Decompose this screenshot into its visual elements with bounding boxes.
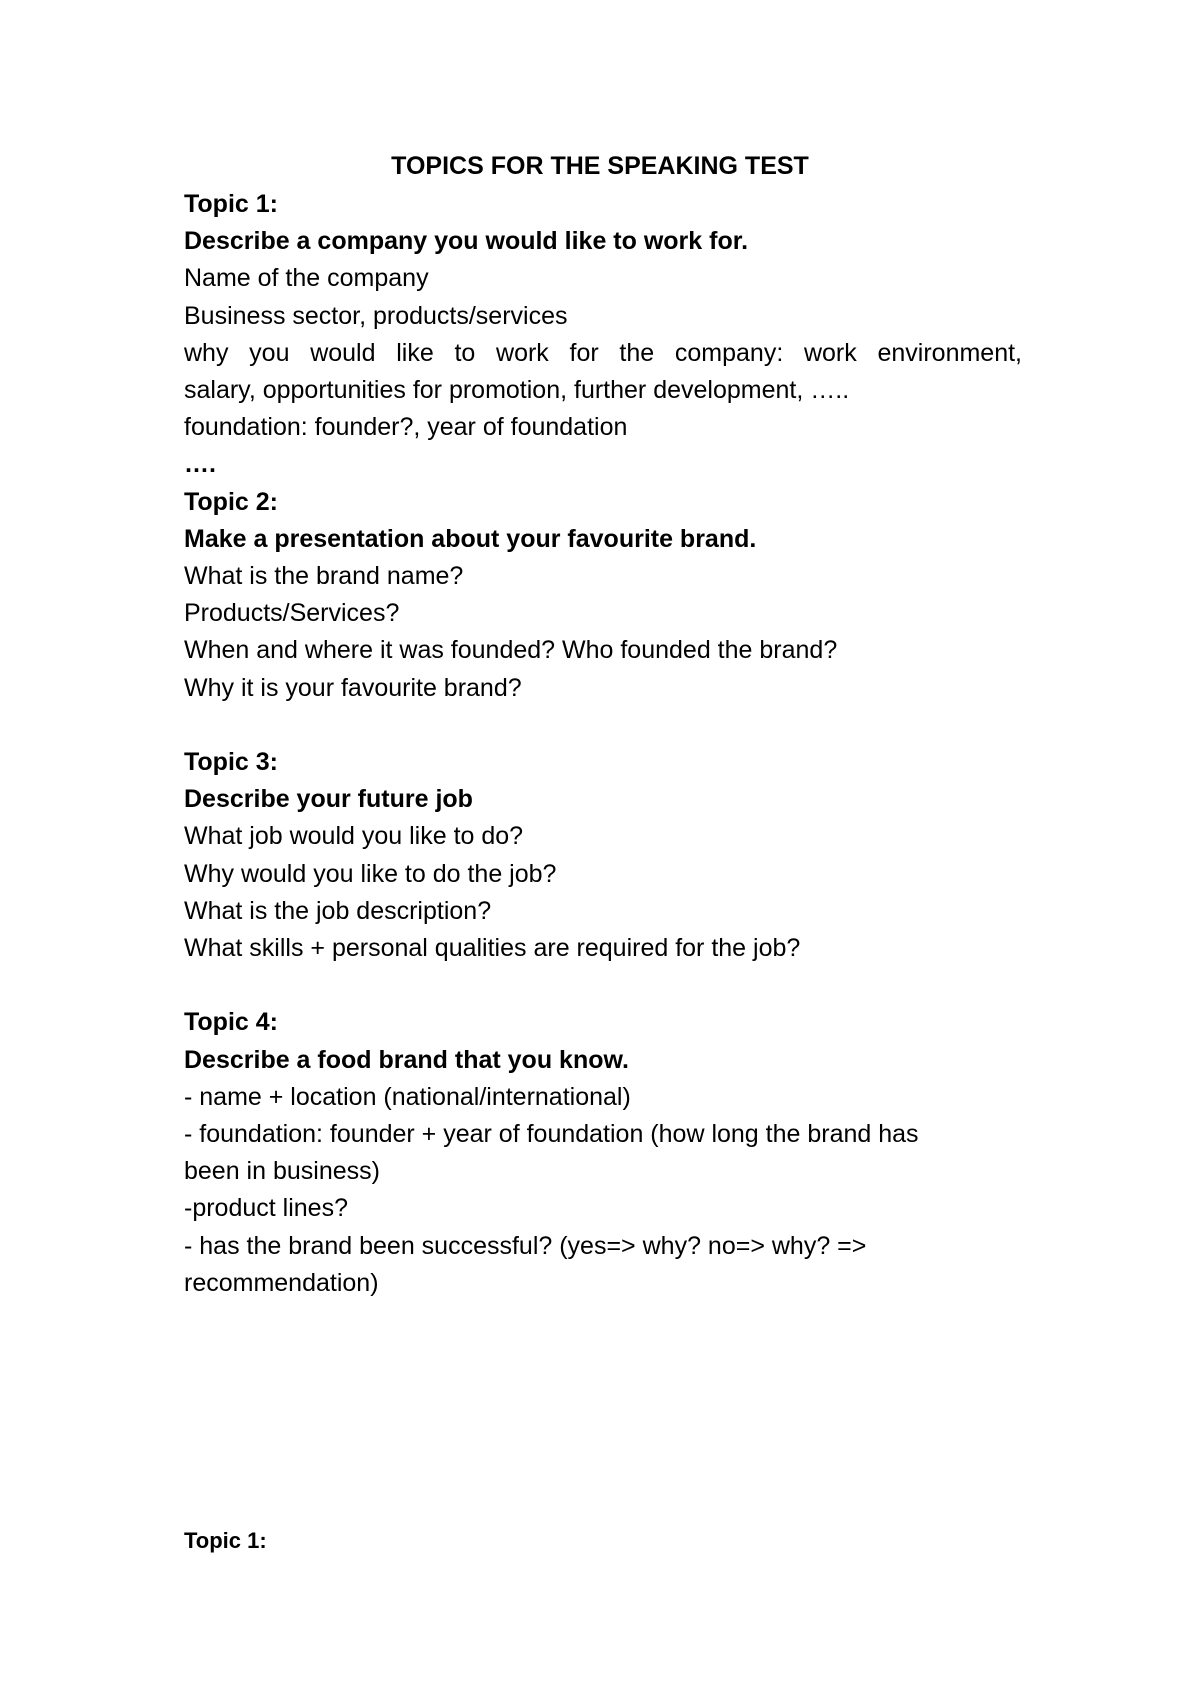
document-title: TOPICS FOR THE SPEAKING TEST: [391, 152, 809, 180]
topic-line: Name of the company: [184, 264, 429, 293]
topic-heading: Describe your future job: [184, 785, 473, 814]
document-body: [184, 186, 1022, 1302]
topic-line: Business sector, products/services: [184, 301, 568, 330]
topic-line: been in business): [184, 1157, 380, 1186]
topic-line: - foundation: founder + year of foundation (how long the brand has: [184, 1120, 919, 1149]
topic-line: When and where it was founded? Who founded the brand?: [184, 636, 838, 665]
topic-heading: Make a presentation about your favourite brand.: [184, 524, 757, 553]
topic-heading: Describe a food brand that you know.: [184, 1045, 629, 1074]
topic-line: why you would like to work for the company: work environment,: [184, 338, 1022, 367]
topic-line: - name + location (national/international): [184, 1082, 631, 1111]
topic-line: -product lines?: [184, 1194, 348, 1223]
topic-2: [184, 484, 1022, 707]
topic-line: ….: [184, 450, 216, 479]
topic-line: recommendation): [184, 1268, 379, 1297]
topic-1: [184, 186, 1022, 484]
topic-line: foundation: founder?, year of foundation: [184, 413, 628, 442]
topic-label: Topic 2:: [184, 487, 278, 516]
topic-line: What is the brand name?: [184, 562, 464, 591]
topic-label: Topic 3:: [184, 748, 278, 777]
topic-4: [184, 1004, 1022, 1302]
topic-line: What job would you like to do?: [184, 822, 524, 851]
topic-line: Why would you like to do the job?: [184, 859, 557, 888]
topic-line: Why it is your favourite brand?: [184, 673, 522, 702]
topic-line: salary, opportunities for promotion, further development, …..: [184, 376, 850, 405]
topic-line: What is the job description?: [184, 896, 492, 925]
topic-line: Products/Services?: [184, 599, 400, 628]
topic-line: - has the brand been successful? (yes=> why? no=> why? =>: [184, 1231, 867, 1260]
footer-topic-label: Topic 1:: [184, 1528, 267, 1553]
topic-3: [184, 744, 1022, 967]
topic-line: What skills + personal qualities are required for the job?: [184, 934, 801, 963]
topic-label: Topic 1:: [184, 190, 278, 218]
topic-heading: Describe a company you would like to work for.: [184, 227, 749, 256]
topic-label: Topic 4:: [184, 1008, 278, 1037]
